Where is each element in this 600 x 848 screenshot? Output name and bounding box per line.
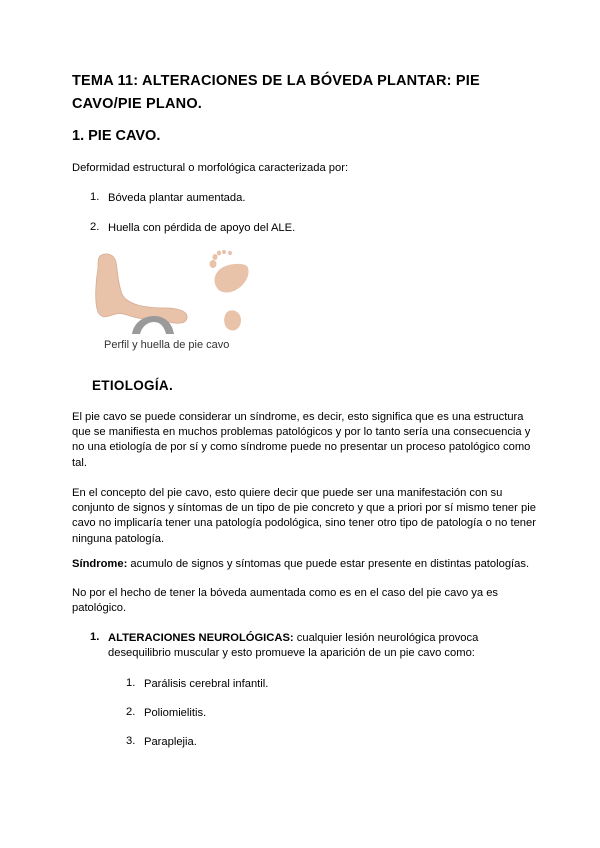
- section-heading-etiologia: ETIOLOGÍA.: [92, 378, 174, 393]
- sublist-item-number: 1.: [126, 677, 136, 689]
- paragraph: El pie cavo se puede considerar un síndrome, es decir, esto significa que es una estructura que se manifiesta en muchos problemas patológicos y por lo tanto sería una consecuencia y no una etiología de por sí y como síndrome puede no presentar un proceso patológico como tal.: [72, 411, 531, 469]
- heel-print: [224, 310, 241, 330]
- toe-print: [210, 260, 217, 268]
- page-title: TEMA 11: ALTERACIONES DE LA BÓVEDA PLANTAR: PIE CAVO/PIE PLANO.: [72, 73, 480, 112]
- list-item-number: 1.: [90, 631, 100, 643]
- list-item: Bóveda plantar aumentada.: [108, 192, 246, 204]
- toe-print: [217, 251, 221, 256]
- forefoot-print: [215, 264, 249, 293]
- sublist-item: Paraplejia.: [144, 736, 197, 748]
- toe-print: [212, 254, 217, 260]
- toe-print: [228, 251, 232, 255]
- alteraciones-text: cualquier lesión neurológica provoca desequilibrio muscular y esto promueve la aparición de un pie cavo como:: [108, 632, 479, 660]
- paragraph: No por el hecho de tener la bóveda aumentada como es en el caso del pie cavo ya es patológico.: [72, 587, 499, 615]
- foot-profile-figure: [88, 250, 198, 340]
- list-item-number: 2.: [90, 221, 100, 233]
- sindrome-text: acumulo de signos y síntomas que puede estar presente en distintas patologías.: [127, 558, 530, 570]
- sublist-item: Parálisis cerebral infantil.: [144, 678, 269, 690]
- list-item-number: 1.: [90, 191, 100, 203]
- figure-caption: Perfil y huella de pie cavo: [104, 339, 230, 351]
- sublist-item-number: 3.: [126, 735, 136, 747]
- paragraph: En el concepto del pie cavo, esto quiere decir que puede ser una manifestación con su conjunto de signos y síntomas de un tipo de pie concreto y que a priori por sí mismo tener pie cavo no implicaría tener una patología podológica, sino tener otro tipo de patología o no tener ninguna patología.: [72, 487, 536, 545]
- alteraciones-label: ALTERACIONES NEUROLÓGICAS:: [108, 632, 294, 644]
- intro-text: Deformidad estructural o morfológica caracterizada por:: [72, 162, 349, 174]
- foot-profile-shape: [96, 254, 187, 323]
- footprint-figure: [205, 250, 255, 335]
- section-heading-pie-cavo: 1. PIE CAVO.: [72, 128, 161, 144]
- toe-print: [222, 250, 226, 254]
- sublist-item: Poliomielitis.: [144, 707, 207, 719]
- list-item: Huella con pérdida de apoyo del ALE.: [108, 222, 296, 234]
- sublist-item-number: 2.: [126, 706, 136, 718]
- alteraciones-neurologicas-item: [108, 631, 508, 661]
- sindrome-definition: [72, 557, 542, 572]
- sindrome-label: Síndrome:: [72, 558, 128, 570]
